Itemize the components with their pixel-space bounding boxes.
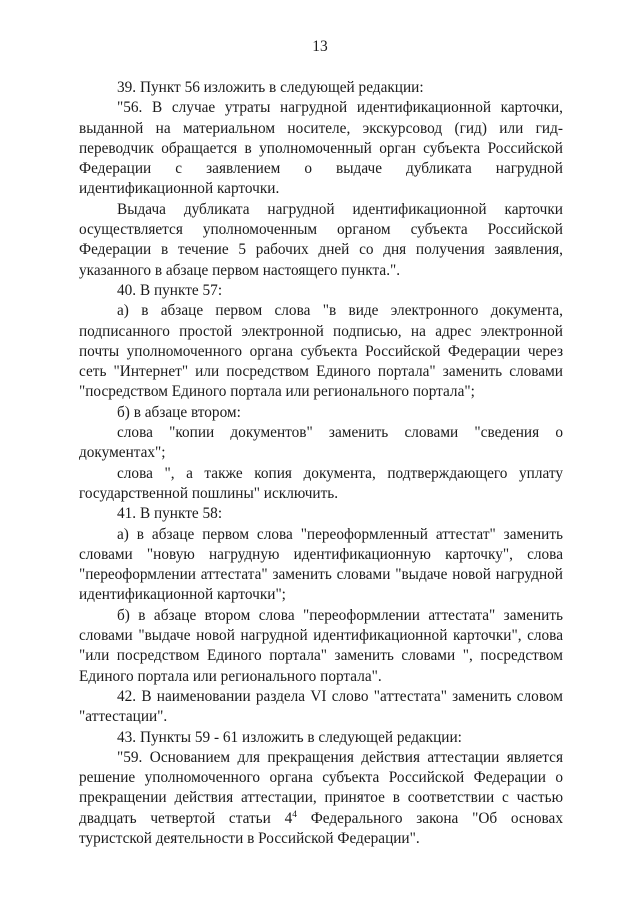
item-56-paragraph-1: "56. В случае утраты нагрудной идентификационной карточки, выданной на материальном носителе, экскурсовод (гид) или гид-переводчик обращается в уполномоченный орган субъекта Российской Федерации с заявлением о выдаче дубликата нагрудной идентификационной карточки. <box>79 99 563 198</box>
item-41-a: а) в абзаце первом слова "переоформленный аттестат" заменить словами "новую нагрудную идентификационную карточку", слова "переоформлении аттестата" заменить словами "выдаче новой нагрудной идентификационной карточки"; <box>79 525 563 604</box>
item-40-b: б) в абзаце втором: <box>117 403 241 421</box>
item-59-text-start: "59. Основанием для прекращения действия аттестации является решение уполномоченного органа субъекта Российской Федерации о прекращении действия аттестации, принятое в соответствии с частью двадцать четвертой статьи 4 <box>79 748 563 827</box>
item-40-a: а) в абзаце первом слова "в виде электронного документа, подписанного простой электронной подписью, на адрес электронной почты уполномоченного органа субъекта Российской Федерации через сеть "Интернет" или посредством Единого портала" заменить словами "посредством Единого портала или регионального портала"; <box>79 302 563 401</box>
item-40: 40. В пункте 57: <box>117 281 223 299</box>
item-41: 41. В пункте 58: <box>117 505 223 523</box>
item-56-paragraph-2: Выдача дубликата нагрудной идентификационной карточки осуществляется уполномоченным органом субъекта Российской Федерации в течение 5 рабочих дней со дня получения заявления, указанного в абзаце первом настоящего пункта.". <box>79 200 563 279</box>
document-body <box>79 78 563 849</box>
page-number: 13 <box>312 38 328 55</box>
item-42: 42. В наименовании раздела VI слово "аттестата" заменить словом "аттестации". <box>79 687 563 726</box>
item-59-text-end: Федерального закона "Об основах туристской деятельности в Российской Федерации". <box>79 809 563 847</box>
article-superscript: 4 <box>292 809 297 820</box>
item-40-b-2: слова ", а также копия документа, подтверждающего уплату государственной пошлины" исключить. <box>79 464 563 502</box>
item-41-b: б) в абзаце втором слова "переоформлении аттестата" заменить словами "выдаче новой нагрудной идентификационной карточки", слова "или посредством Единого портала" заменить словами ", посредством Единого портала или регионального портала". <box>79 606 563 685</box>
item-43: 43. Пункты 59 - 61 изложить в следующей редакции: <box>117 728 462 746</box>
item-40-b-1: слова "копии документов" заменить словами "сведения о документах"; <box>79 424 563 462</box>
item-39: 39. Пункт 56 изложить в следующей редакции: <box>117 79 424 96</box>
item-59 <box>79 748 563 849</box>
